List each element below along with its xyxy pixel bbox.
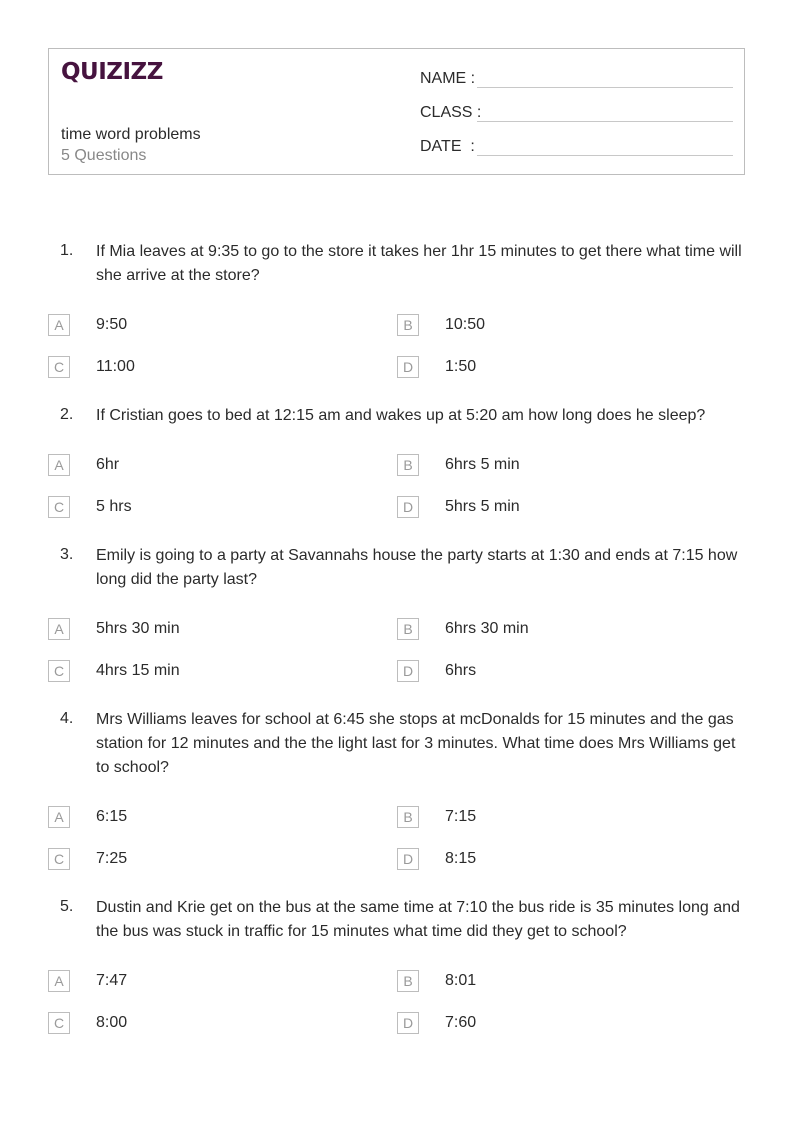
name-label: NAME : <box>420 70 476 87</box>
option-text: 6hrs 5 min <box>445 456 520 473</box>
worksheet-title: time word problems <box>61 126 201 143</box>
question-number: 3. <box>60 546 74 563</box>
option-letter-box[interactable]: B <box>397 314 419 336</box>
option-letter-box[interactable]: B <box>397 618 419 640</box>
quizizz-logo: QUIZIZZ <box>61 59 163 85</box>
option-text: 6hr <box>96 456 120 473</box>
option-text: 8:01 <box>445 972 477 989</box>
option-text: 8:00 <box>96 1014 128 1031</box>
class-line[interactable] <box>477 103 733 122</box>
option-letter-box[interactable]: B <box>397 454 419 476</box>
option-letter-box[interactable]: B <box>397 970 419 992</box>
option-text: 8:15 <box>445 850 477 867</box>
date-field <box>420 137 733 156</box>
class-field <box>420 103 733 122</box>
option-text: 5hrs 5 min <box>445 498 520 515</box>
question-number: 2. <box>60 406 74 423</box>
option-letter-box[interactable]: A <box>48 970 70 992</box>
option-letter-box[interactable]: A <box>48 806 70 828</box>
option-letter-box[interactable]: A <box>48 454 70 476</box>
question-number: 4. <box>60 710 74 727</box>
question-text: Dustin and Krie get on the bus at the same time at 7:10 the bus ride is 35 minutes long and the bus was stuck in traffic for 15 minutes what time did they get to school? <box>96 899 740 940</box>
question-number: 5. <box>60 898 74 915</box>
option-text: 6hrs 30 min <box>445 620 529 637</box>
question-count: 5 Questions <box>61 147 147 164</box>
option-text: 7:60 <box>445 1014 477 1031</box>
option-text: 7:15 <box>445 808 477 825</box>
option-text: 7:25 <box>96 850 128 867</box>
option-letter-box[interactable]: D <box>397 496 419 518</box>
question-text: If Cristian goes to bed at 12:15 am and wakes up at 5:20 am how long does he sleep? <box>96 407 706 424</box>
option-text: 10:50 <box>445 316 486 333</box>
question-text: If Mia leaves at 9:35 to go to the store it takes her 1hr 15 minutes to get there what time will she arrive at the store? <box>96 243 742 284</box>
option-text: 5hrs 30 min <box>96 620 180 637</box>
question-text: Emily is going to a party at Savannahs house the party starts at 1:30 and ends at 7:15 how long did the party last? <box>96 547 738 588</box>
option-letter-box[interactable]: D <box>397 1012 419 1034</box>
option-letter-box[interactable]: D <box>397 660 419 682</box>
question-number: 1. <box>60 242 74 259</box>
option-text: 1:50 <box>445 358 477 375</box>
option-letter-box[interactable]: C <box>48 848 70 870</box>
option-text: 11:00 <box>96 358 135 375</box>
option-text: 5 hrs <box>96 498 132 515</box>
option-text: 4hrs 15 min <box>96 662 180 679</box>
option-text: 7:47 <box>96 972 128 989</box>
option-letter-box[interactable]: D <box>397 356 419 378</box>
option-letter-box[interactable]: C <box>48 356 70 378</box>
date-line[interactable] <box>477 137 733 156</box>
name-line[interactable] <box>477 69 733 88</box>
question-text: Mrs Williams leaves for school at 6:45 she stops at mcDonalds for 15 minutes and the gas station for 12 minutes and the the light last for 3 minutes. What time does Mrs Williams get to school? <box>96 711 736 776</box>
class-label: CLASS : <box>420 104 482 121</box>
option-letter-box[interactable]: C <box>48 1012 70 1034</box>
name-field <box>420 69 733 88</box>
option-letter-box[interactable]: B <box>397 806 419 828</box>
date-label: DATE : <box>420 138 475 155</box>
option-letter-box[interactable]: C <box>48 496 70 518</box>
option-text: 6hrs <box>445 662 477 679</box>
option-letter-box[interactable]: A <box>48 314 70 336</box>
option-text: 6:15 <box>96 808 128 825</box>
option-letter-box[interactable]: A <box>48 618 70 640</box>
option-text: 9:50 <box>96 316 128 333</box>
worksheet-header <box>48 48 745 175</box>
option-letter-box[interactable]: D <box>397 848 419 870</box>
option-letter-box[interactable]: C <box>48 660 70 682</box>
